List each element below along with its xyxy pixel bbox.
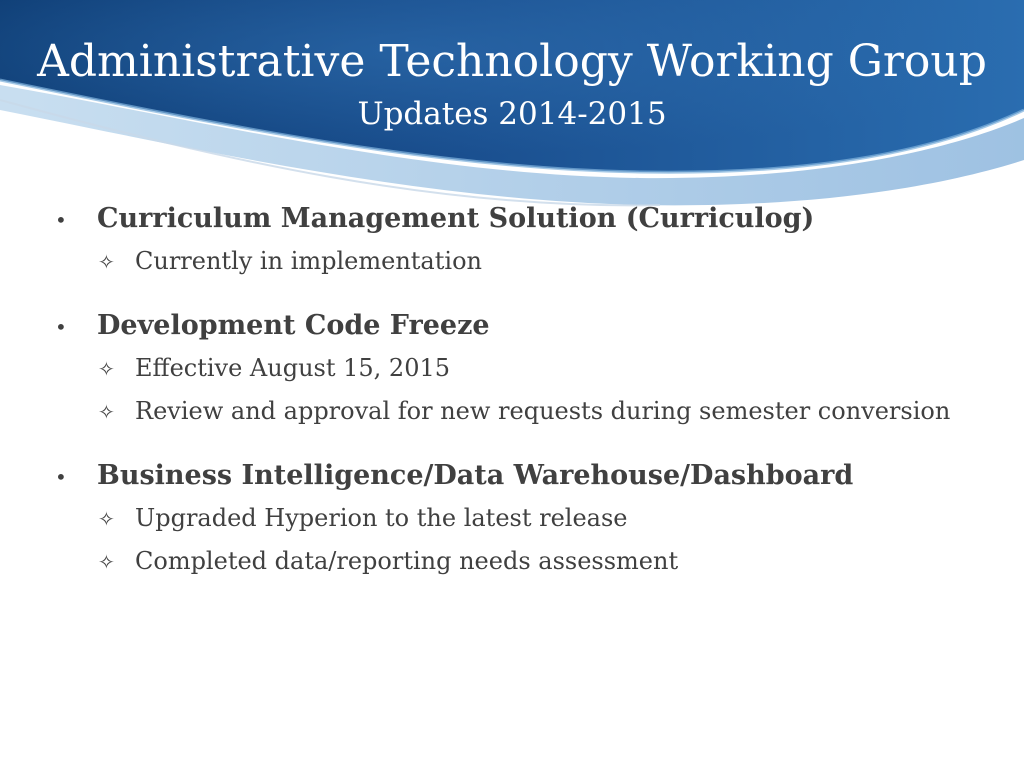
bullet-icon: • — [55, 465, 67, 489]
sparkle-bullet-icon: ✧ — [98, 507, 115, 531]
bullet-row — [55, 460, 1005, 504]
section-heading: Curriculum Management Solution (Curriculog) — [97, 203, 815, 234]
sub-bullet-text: Completed data/reporting needs assessment — [135, 547, 679, 575]
section-heading: Business Intelligence/Data Warehouse/Dashboard — [97, 460, 854, 491]
sparkle-bullet-icon: ✧ — [98, 250, 115, 274]
bullet-row — [55, 310, 1005, 354]
sub-bullet-text: Review and approval for new requests during semester conversion — [135, 397, 951, 425]
sub-bullet-row — [55, 354, 1005, 397]
sub-bullet-row — [55, 397, 1005, 440]
sparkle-bullet-icon: ✧ — [98, 550, 115, 574]
slide-content — [55, 203, 1005, 610]
bullet-icon: • — [55, 208, 67, 232]
sub-bullet-text: Effective August 15, 2015 — [135, 354, 450, 382]
slide-title: Administrative Technology Working Group — [37, 36, 987, 87]
sub-bullet-row — [55, 504, 1005, 547]
bullet-row — [55, 203, 1005, 247]
section-code-freeze — [55, 310, 1005, 440]
section-heading: Development Code Freeze — [97, 310, 490, 341]
section-business-intelligence — [55, 460, 1005, 590]
sub-bullet-row — [55, 547, 1005, 590]
bullet-icon: • — [55, 315, 67, 339]
sparkle-bullet-icon: ✧ — [98, 400, 115, 424]
sub-bullet-row — [55, 247, 1005, 290]
slide-subtitle: Updates 2014-2015 — [357, 96, 667, 132]
section-curriculum — [55, 203, 1005, 290]
sub-bullet-text: Currently in implementation — [135, 247, 482, 275]
sub-bullet-text: Upgraded Hyperion to the latest release — [135, 504, 628, 532]
sparkle-bullet-icon: ✧ — [98, 357, 115, 381]
